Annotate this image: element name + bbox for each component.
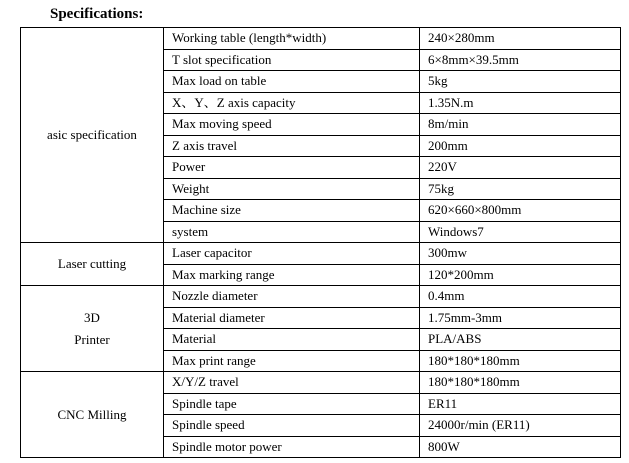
parameter-cell: Working table (length*width) [164, 28, 420, 50]
value-cell: PLA/ABS [420, 329, 621, 351]
table-row [21, 372, 621, 394]
category-label: CNC Milling [57, 406, 127, 422]
parameter-cell: system [164, 221, 420, 243]
value-cell: Windows7 [420, 221, 621, 243]
parameter-cell: Material [164, 329, 420, 351]
value-cell: ER11 [420, 393, 621, 415]
parameter-cell: Z axis travel [164, 135, 420, 157]
value-cell: 5kg [420, 71, 621, 93]
category-cell [21, 286, 164, 372]
parameter-cell: Spindle motor power [164, 436, 420, 458]
parameter-cell: Laser capacitor [164, 243, 420, 265]
parameter-cell: Weight [164, 178, 420, 200]
category-label: Printer [74, 331, 110, 347]
table-row [21, 286, 621, 308]
value-cell: 1.35N.m [420, 92, 621, 114]
parameter-cell: Spindle tape [164, 393, 420, 415]
parameter-cell: Max moving speed [164, 114, 420, 136]
value-cell: 1.75mm-3mm [420, 307, 621, 329]
category-cell [21, 372, 164, 458]
parameter-cell: Max print range [164, 350, 420, 372]
value-cell: 180*180*180mm [420, 372, 621, 394]
parameter-cell: Max marking range [164, 264, 420, 286]
parameter-cell: T slot specification [164, 49, 420, 71]
parameter-cell: Machine size [164, 200, 420, 222]
parameter-cell: X、Y、Z axis capacity [164, 92, 420, 114]
value-cell: 75kg [420, 178, 621, 200]
parameter-cell: Spindle speed [164, 415, 420, 437]
value-cell: 200mm [420, 135, 621, 157]
value-cell: 620×660×800mm [420, 200, 621, 222]
value-cell: 24000r/min (ER11) [420, 415, 621, 437]
table-row [21, 243, 621, 265]
parameter-cell: Max load on table [164, 71, 420, 93]
value-cell: 300mw [420, 243, 621, 265]
category-cell [21, 28, 164, 243]
value-cell: 220V [420, 157, 621, 179]
parameter-cell: Nozzle diameter [164, 286, 420, 308]
category-cell [21, 243, 164, 286]
value-cell: 0.4mm [420, 286, 621, 308]
value-cell: 8m/min [420, 114, 621, 136]
category-label: Laser cutting [57, 256, 127, 271]
value-cell: 120*200mm [420, 264, 621, 286]
value-cell: 240×280mm [420, 28, 621, 50]
value-cell: 800W [420, 436, 621, 458]
value-cell: 180*180*180mm [420, 350, 621, 372]
parameter-cell: Power [164, 157, 420, 179]
page-title: Specifications: [50, 6, 144, 22]
table-row [21, 28, 621, 50]
category-label: 3D [84, 309, 100, 325]
value-cell: 6×8mm×39.5mm [420, 49, 621, 71]
category-label: asic specification [47, 127, 137, 142]
specifications-table [20, 27, 621, 458]
parameter-cell: X/Y/Z travel [164, 372, 420, 394]
parameter-cell: Material diameter [164, 307, 420, 329]
